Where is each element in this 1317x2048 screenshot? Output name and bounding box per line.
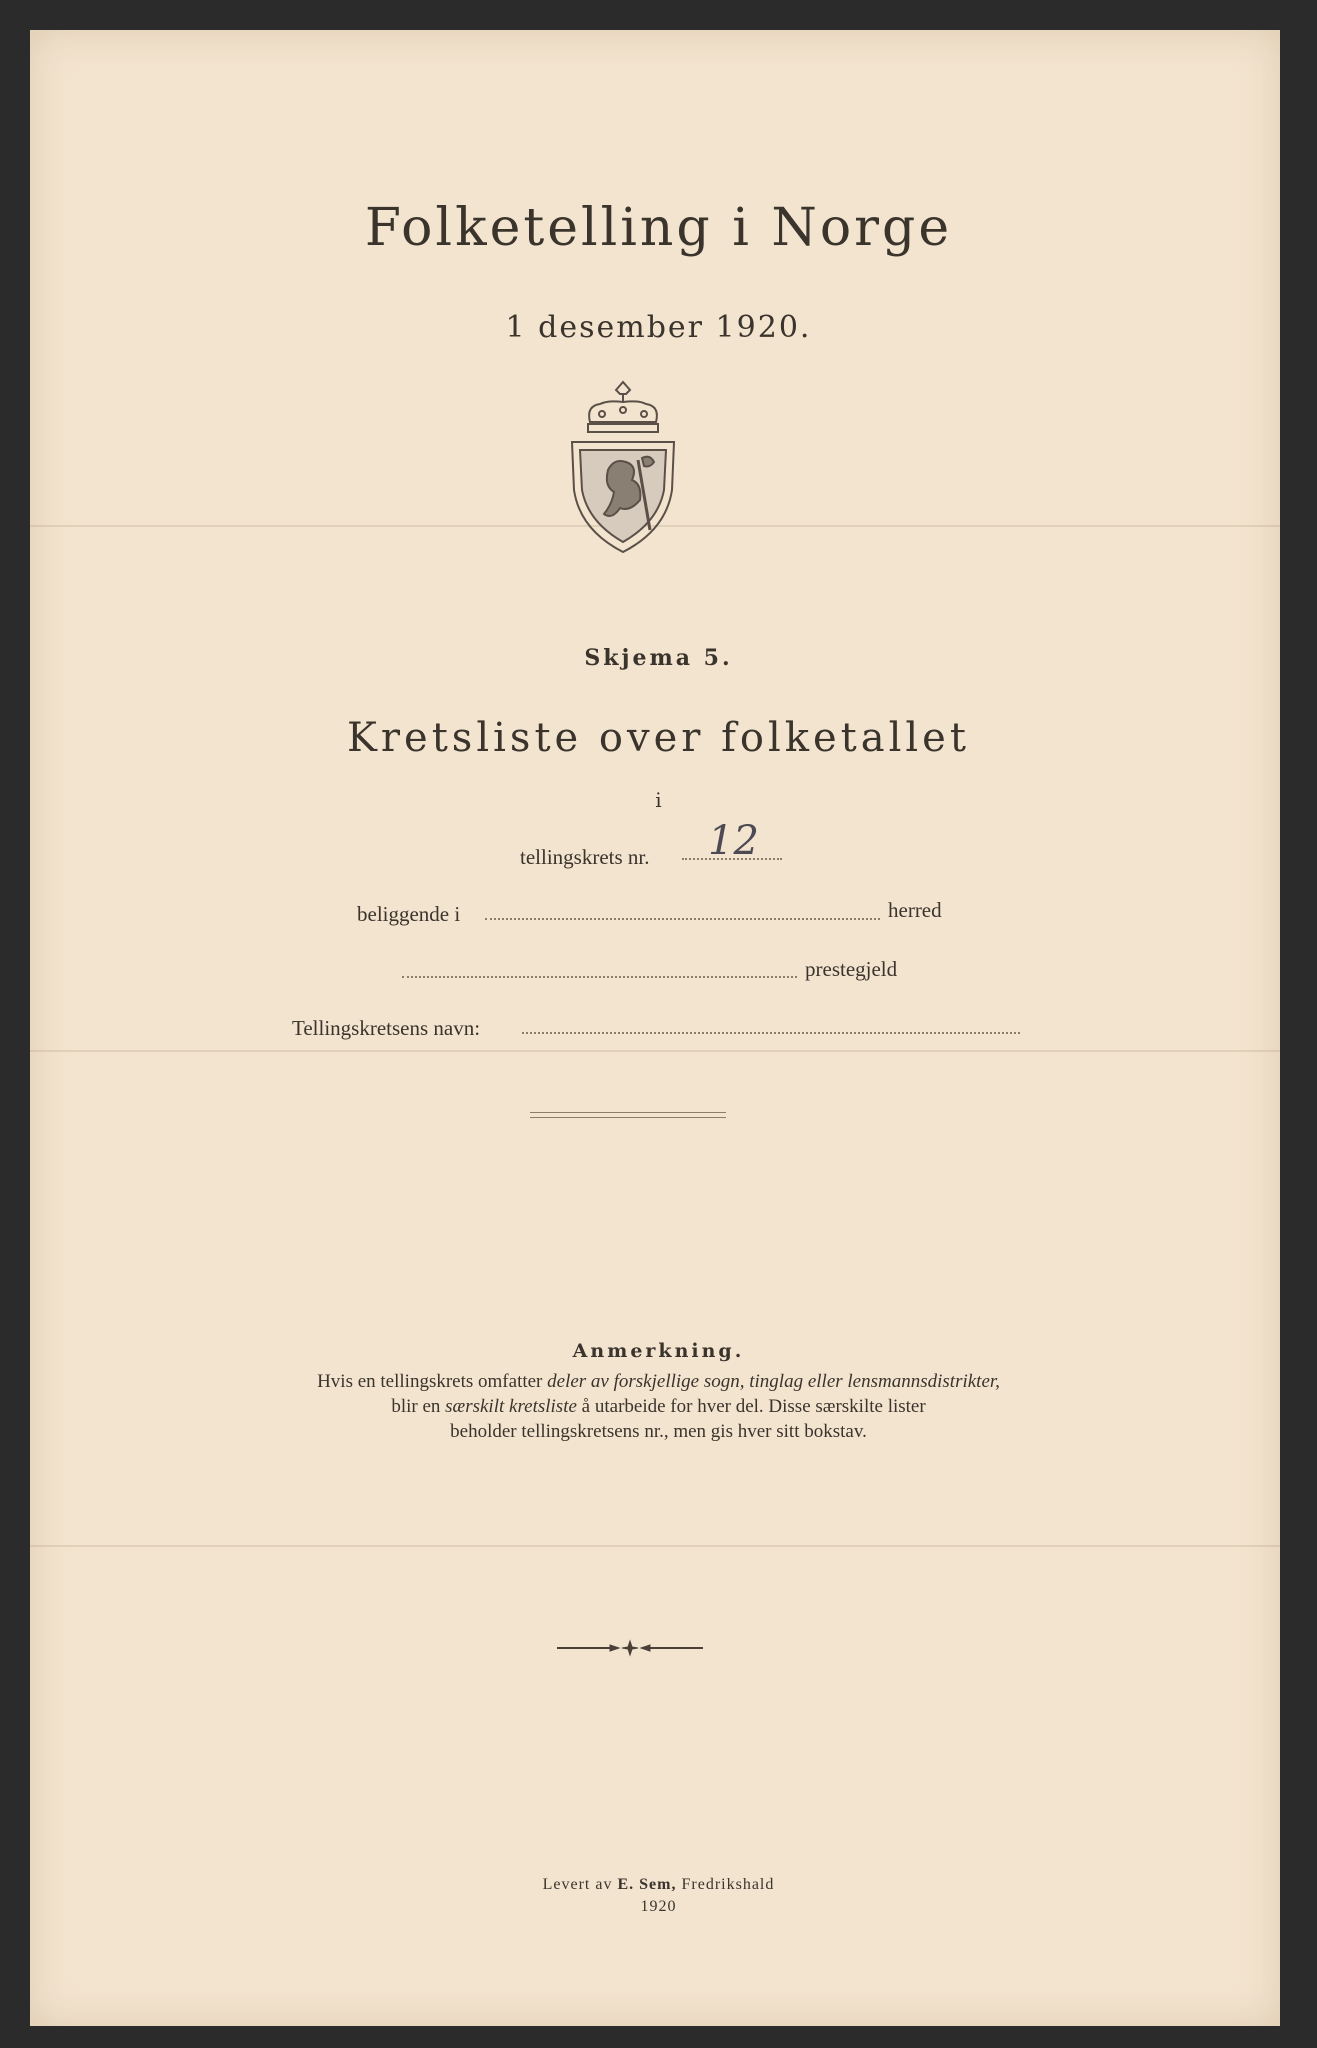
note-text: å utarbeide for hver del. Disse særskilte lister xyxy=(576,1396,926,1417)
imprint-year: 1920 xyxy=(640,1898,677,1915)
note-line-3: beholder tellingskretsens nr., men gis hver sitt bokstav. xyxy=(450,1421,867,1442)
section-divider xyxy=(530,1112,726,1118)
schema-number: Skjema 5. xyxy=(584,645,733,671)
navn-label: Tellingskretsens navn: xyxy=(292,1016,481,1040)
note-title: Anmerkning. xyxy=(572,1340,745,1362)
note-text: blir en xyxy=(391,1396,446,1417)
fold-line xyxy=(30,1545,1280,1547)
prestegjeld-label: prestegjeld xyxy=(805,957,898,981)
herred-label: herred xyxy=(888,898,942,922)
note-line-2 xyxy=(0,1394,1317,1419)
printer-name: E. Sem, xyxy=(617,1876,677,1893)
form-heading: Kretsliste over folketallet xyxy=(347,715,970,761)
krets-number-field[interactable]: 12 xyxy=(708,818,759,864)
imprint-text: Levert av xyxy=(542,1876,618,1893)
krets-label: tellingskrets nr. xyxy=(520,845,650,869)
herred-field-line[interactable] xyxy=(485,918,880,920)
fold-line xyxy=(30,1050,1280,1052)
connector-text: i xyxy=(655,788,662,812)
imprint-place: Fredrikshald xyxy=(676,1876,775,1893)
page-title: Folketelling i Norge xyxy=(364,198,953,258)
note-line-1 xyxy=(0,1369,1317,1394)
navn-field-line[interactable] xyxy=(522,1032,1020,1034)
note-text: Hvis en tellingskrets omfatter xyxy=(317,1371,548,1392)
beliggende-label: beliggende i xyxy=(357,902,461,926)
ornament-icon xyxy=(555,1638,705,1658)
coat-of-arms-icon xyxy=(568,380,678,555)
note-emphasis: deler av forskjellige sogn, tinglag eller lensmannsdistrikter, xyxy=(547,1371,1000,1392)
printer-imprint xyxy=(0,1876,1317,1894)
note-emphasis: særskilt kretsliste xyxy=(445,1396,577,1417)
census-date: 1 desember 1920. xyxy=(505,310,812,345)
prestegjeld-field-line[interactable] xyxy=(402,976,797,978)
